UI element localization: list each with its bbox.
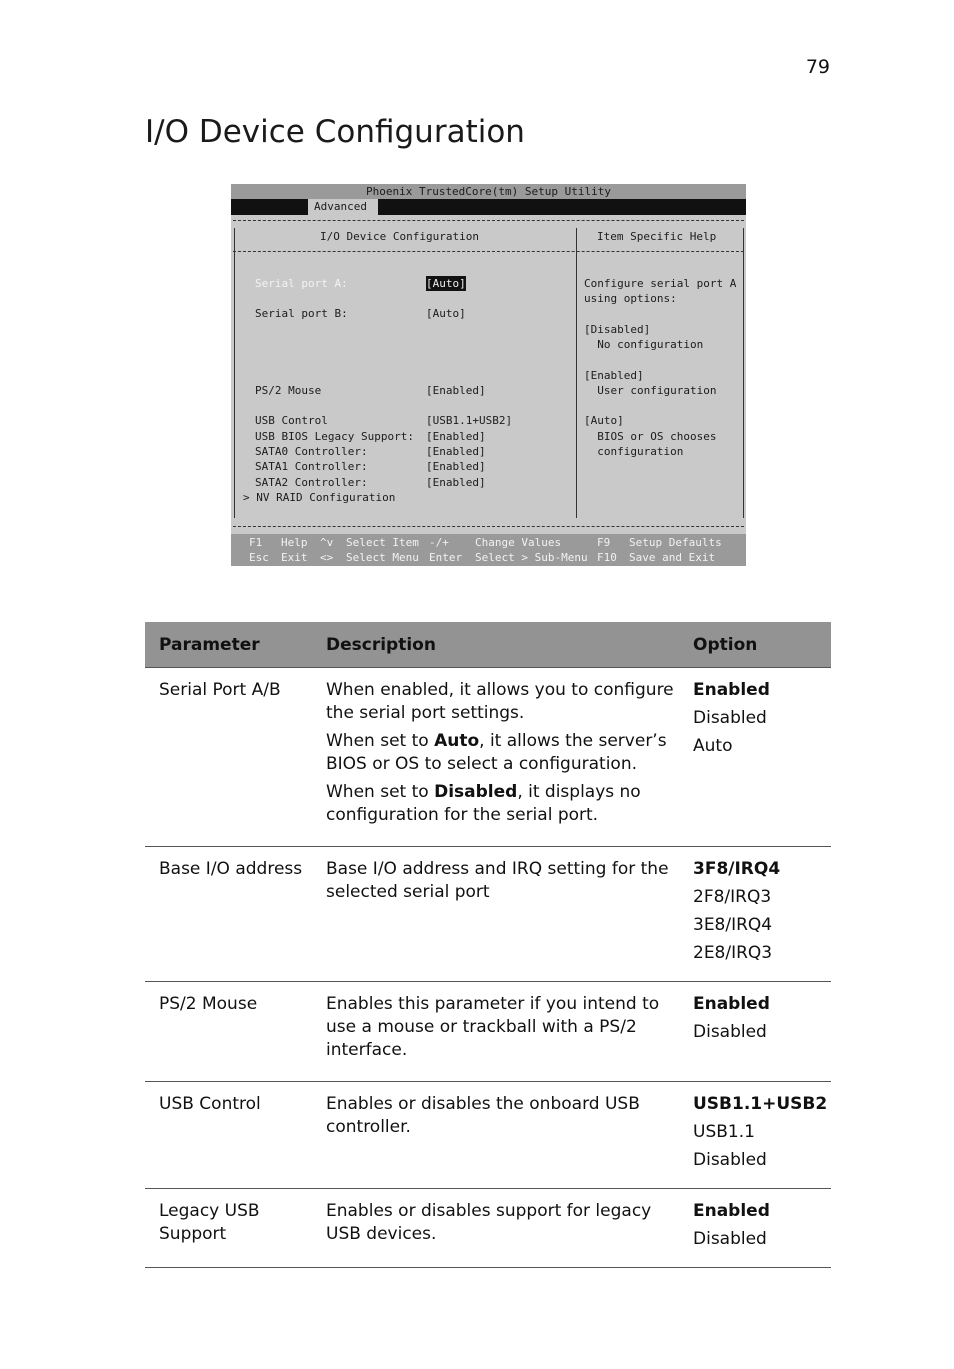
key-f9-label: Setup Defaults [629,536,722,549]
bios-divider [233,251,744,252]
option-value: Disabled [693,708,767,728]
bios-menubar [231,199,746,215]
bios-help-line: [Auto] [584,414,624,427]
parameter-cell: USB Control [145,1082,312,1189]
bios-divider [233,220,744,221]
description-text: When set to Auto, it allows the server’s BIOS or OS to select a configuration. [326,731,667,774]
parameter-cell: Serial Port A/B [145,668,312,847]
key-minusplus: -/+ [429,536,449,549]
key-f1: F1 [249,536,263,549]
key-leftright: <> [320,551,334,564]
key-enter: Enter [429,551,463,564]
bios-item-label: > NV RAID Configuration [243,491,396,504]
bios-help-line: No configuration [584,338,704,351]
option-cell [679,847,831,982]
option-value: Disabled [693,1150,767,1170]
option-default: Enabled [693,680,770,700]
bios-item-value[interactable]: [Enabled] [426,445,486,458]
description-cell: Base I/O address and IRQ setting for the selected serial port [312,847,679,982]
table-row [145,847,831,982]
header-description: Description [312,622,679,668]
bios-item-value[interactable]: [Enabled] [426,384,486,397]
bios-menu-advanced[interactable]: Advanced [308,199,378,215]
bios-item-label: SATA2 Controller: [255,476,368,489]
bios-item-label: Serial port B: [255,307,348,320]
bios-help-line: Configure serial port A [584,277,737,290]
description-cell: Enables or disables the onboard USB controller. [312,1082,679,1189]
bios-help-title: Item Specific Help [597,230,717,243]
bios-item-value[interactable]: [Enabled] [426,460,486,473]
parameter-cell: Legacy USB Support [145,1189,312,1268]
table-row [145,668,831,847]
key-f1-label: Help [281,536,308,549]
bios-item-sata0[interactable] [255,444,585,459]
table-row [145,1189,831,1268]
bios-item-nv-raid[interactable] [243,490,573,505]
bios-help-line: [Disabled] [584,323,651,336]
bios-item-value[interactable]: [Enabled] [426,430,486,443]
description-text: When enabled, it allows you to configure the serial port settings. [326,680,674,723]
table-row [145,1082,831,1189]
header-parameter: Parameter [145,622,312,668]
bios-help-line: configuration [584,445,684,458]
option-default: Enabled [693,994,770,1014]
bios-item-label: SATA0 Controller: [255,445,368,458]
parameter-cell: Base I/O address [145,847,312,982]
bios-title: Phoenix TrustedCore(tm) Setup Utility [231,184,746,199]
option-value: Disabled [693,1022,767,1042]
bios-item-value[interactable]: [USB1.1+USB2] [426,414,513,427]
table-header-row [145,622,831,668]
bios-item-serial-b[interactable] [255,306,585,321]
bios-help-line: using options: [584,292,677,305]
bios-help-line: BIOS or OS chooses [584,430,717,443]
parameter-cell: PS/2 Mouse [145,982,312,1082]
key-updown: ^v [320,536,334,549]
page-title: I/O Device Configuration [145,114,525,150]
option-value: 2F8/IRQ3 [693,887,772,907]
option-value: Disabled [693,1229,767,1249]
bios-item-usb-legacy[interactable] [255,429,585,444]
key-f9: F9 [597,536,611,549]
bios-panel-title: I/O Device Configuration [320,230,479,243]
bios-item-label: PS/2 Mouse [255,384,322,397]
option-default: USB1.1+USB2 [693,1094,828,1114]
option-cell [679,668,831,847]
option-value: 3E8/IRQ4 [693,915,773,935]
bios-border [234,228,235,518]
key-f10-label: Save and Exit [629,551,716,564]
bios-footer [231,534,746,566]
header-option: Option [679,622,831,668]
option-cell [679,1189,831,1268]
description-cell: Enables this parameter if you intend to use a mouse or trackball with a PS/2 interface. [312,982,679,1082]
bios-item-label: USB BIOS Legacy Support: [255,430,414,443]
key-enter-label: Select > Sub-Menu [475,551,588,564]
table-row [145,982,831,1082]
bios-item-label: Serial port A: [255,277,348,290]
option-default: 3F8/IRQ4 [693,859,781,879]
bios-item-label: USB Control [255,414,328,427]
option-value: 2E8/IRQ3 [693,943,773,963]
key-leftright-label: Select Menu [346,551,419,564]
bios-help-line: [Enabled] [584,369,644,382]
key-esc: Esc [249,551,269,564]
bios-item-ps2-mouse[interactable] [255,383,585,398]
description-cell: Enables or disables support for legacy USB devices. [312,1189,679,1268]
key-minusplus-label: Change Values [475,536,562,549]
bios-item-usb-control[interactable] [255,413,585,428]
option-value: Auto [693,736,733,756]
description-text: When set to Disabled, it displays no configuration for the serial port. [326,782,641,825]
bios-item-value[interactable]: [Auto] [426,277,466,290]
bios-item-sata1[interactable] [255,459,585,474]
key-updown-label: Select Item [346,536,419,549]
bios-help-line: User configuration [584,384,717,397]
bios-screenshot [231,184,746,566]
option-value: USB1.1 [693,1122,755,1142]
bios-item-serial-a[interactable] [255,276,585,291]
description-cell [312,668,679,847]
bios-divider [233,526,744,527]
option-default: Enabled [693,1201,770,1221]
bios-item-label: SATA1 Controller: [255,460,368,473]
bios-item-sata2[interactable] [255,475,585,490]
bios-item-value[interactable]: [Auto] [426,307,466,320]
option-cell [679,982,831,1082]
page-number: 79 [805,56,830,78]
key-f10: F10 [597,551,617,564]
parameter-table [145,622,831,1268]
bios-item-value[interactable]: [Enabled] [426,476,486,489]
key-esc-label: Exit [281,551,308,564]
option-cell [679,1082,831,1189]
